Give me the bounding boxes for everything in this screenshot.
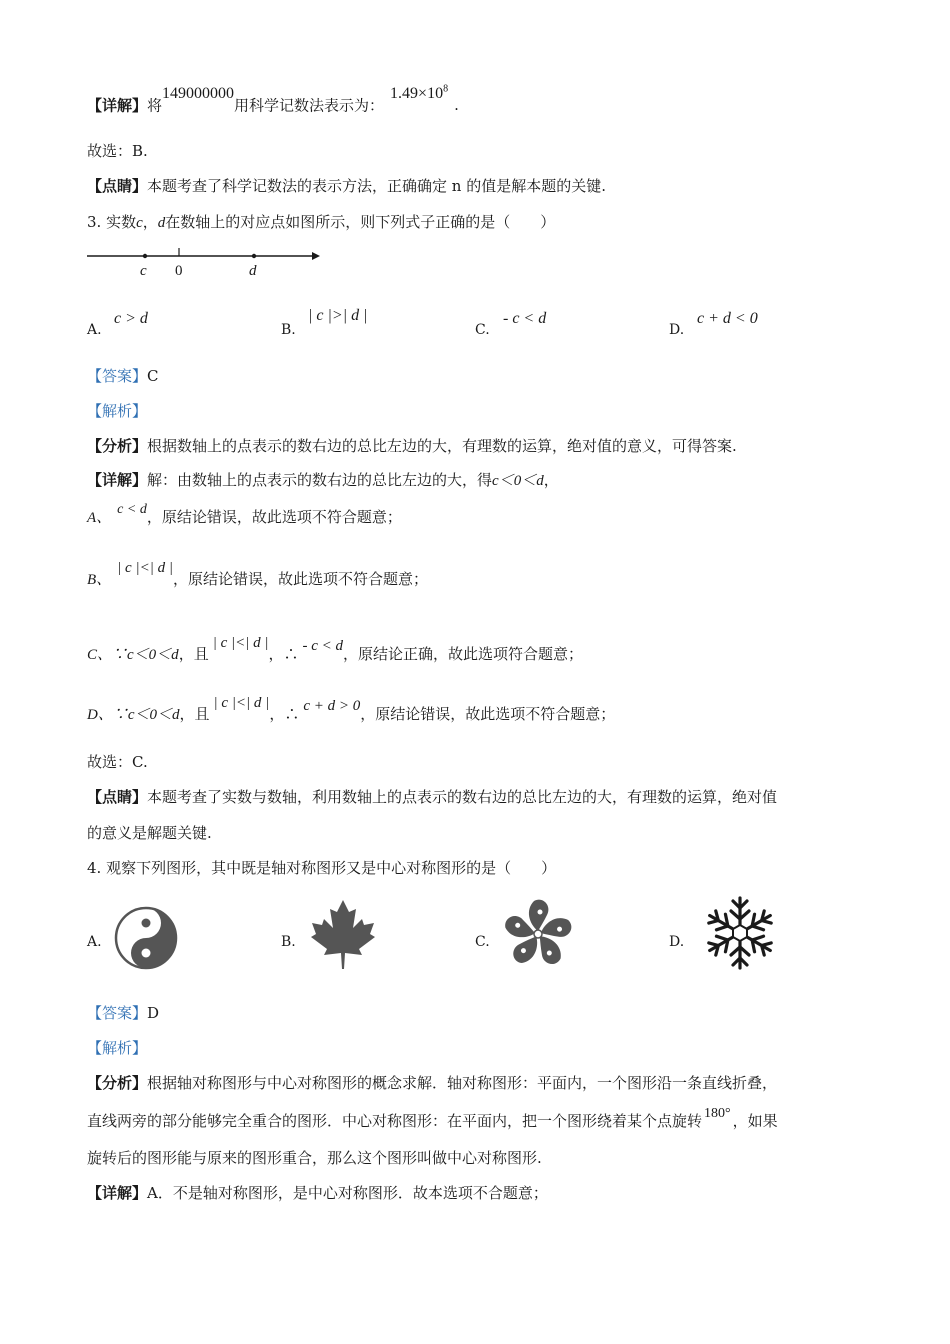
q4-analysis-1: 【分析】根据轴对称图形与中心对称图形的概念求解．轴对称图形：平面内，一个图形沿一条直线折叠， xyxy=(87,1074,778,1092)
q3-analysis: 【分析】根据数轴上的点表示的数右边的总比左边的大，有理数的运算，绝对值的意义，可得答案. xyxy=(87,437,737,455)
q4-analysis-tag: 【解析】 xyxy=(87,1039,148,1057)
bauhinia-flower-icon xyxy=(502,898,574,970)
comment-line: 【点睛】本题考查了科学记数法的表示方法，正确确定 n 的值是解本题的关键. xyxy=(87,177,606,195)
q3-stem: 3. 实数c，d在数轴上的对应点如图所示，则下列式子正确的是（ ） xyxy=(87,213,556,231)
q3-detail: 【详解】解：由数轴上的点表示的数右边的总比左边的大，得c＜0＜d， xyxy=(87,471,559,489)
q4-option-a-letter: A. xyxy=(87,934,102,950)
number: 149000000 xyxy=(162,85,235,103)
q4-option-c-letter: C. xyxy=(475,934,490,950)
maple-leaf-icon xyxy=(309,898,377,970)
q3-option-b-expr: | c |>| d | xyxy=(308,307,368,324)
q3-comment-2: 的意义是解题关键. xyxy=(87,824,212,842)
q3-line-d: D、∵c＜0＜d，且| c |<| d |，∴ c + d > 0，原结论错误，故此选项不符合题意； xyxy=(87,695,616,723)
q3-option-b-letter: B. xyxy=(281,322,296,338)
number-line-figure xyxy=(87,244,327,284)
q3-option-a-letter: A. xyxy=(87,322,102,338)
q3-option-c-expr: - c < d xyxy=(503,310,547,327)
q3-comment-1: 【点睛】本题考查了实数与数轴，利用数轴上的点表示的数右边的总比左边的大，有理数的运算，绝对值 xyxy=(87,788,778,806)
label-c: c xyxy=(140,263,147,279)
q3-option-c-letter: C. xyxy=(475,322,490,338)
q3-choice: 故选：C. xyxy=(87,753,148,771)
q4-analysis-3: 旋转后的图形能与原来的图形重合，那么这个图形叫做中心对称图形. xyxy=(87,1149,542,1167)
q4-option-b-letter: B. xyxy=(281,934,296,950)
q3-answer: 【答案】C xyxy=(87,367,159,385)
q3-line-a: A、c < d，原结论错误，故此选项不符合题意； xyxy=(87,502,402,526)
point-c xyxy=(143,254,147,258)
detail-line-1: 【详解】将149000000用科学记数法表示为：$1.49\times 10^8$. xyxy=(87,84,459,115)
detail-tag: 【详解】 xyxy=(87,96,148,115)
q3-option-d-letter: D. xyxy=(669,322,685,338)
snowflake-icon xyxy=(700,895,780,971)
q4-option-d-letter: D. xyxy=(669,934,685,950)
sci-notation: $1.49\times 10^8$ xyxy=(390,84,449,103)
arrow-head-icon xyxy=(312,252,320,260)
q3-line-b: B、| c |<| d |，原结论错误，故此选项不符合题意； xyxy=(87,560,428,588)
q3-analysis-tag: 【解析】 xyxy=(87,402,148,420)
label-zero: 0 xyxy=(175,263,183,279)
label-d: d xyxy=(249,263,257,279)
q4-detail: 【详解】A．不是轴对称图形，是中心对称图形．故本选项不合题意； xyxy=(87,1184,548,1202)
q3-option-a-expr: c > d xyxy=(114,310,148,327)
q4-answer: 【答案】D xyxy=(87,1004,160,1022)
point-d xyxy=(252,254,256,258)
yin-yang-icon xyxy=(114,906,178,970)
q3-line-c: C、∵c＜0＜d，且| c |<| d |，∴ - c < d，原结论正确，故此选项符合题意； xyxy=(87,635,584,663)
choice-line: 故选：B. xyxy=(87,142,148,160)
q4-stem: 4. 观察下列图形，其中既是轴对称图形又是中心对称图形的是（ ） xyxy=(87,859,557,877)
q3-option-d-expr: c + d < 0 xyxy=(697,310,758,327)
q4-analysis-2: 直线两旁的部分能够完全重合的图形．中心对称图形：在平面内，把一个图形绕着某个点旋转 180° ，如果 xyxy=(87,1106,778,1130)
